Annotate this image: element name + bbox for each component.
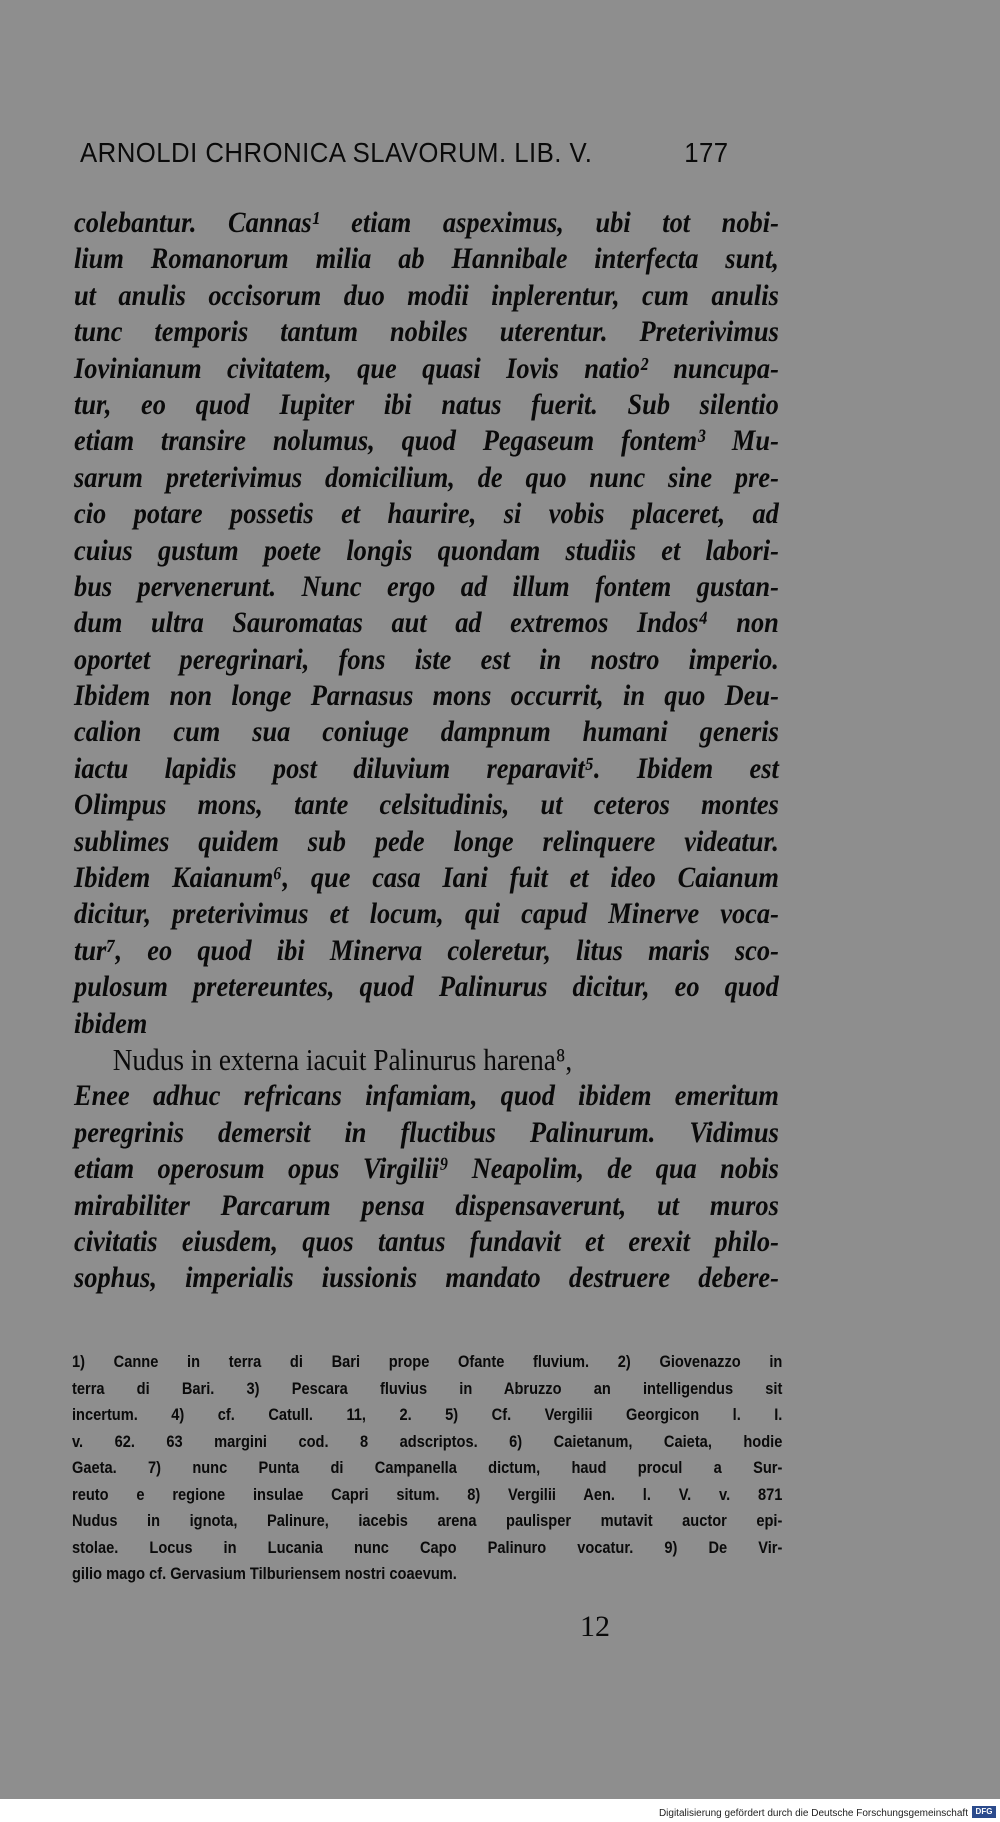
- footnote-line: Nudus in ignota, Palinure, iacebis arena paulisper mutavit auctor epi-: [72, 1511, 783, 1530]
- text-line: sarum preterivimus domicilium, de quo nunc sine pre-: [74, 460, 779, 494]
- text-line: colebantur. Cannas¹ etiam aspeximus, ubi tot nobi-: [74, 206, 779, 239]
- text-line: civitatis eiusdem, quos tantus fundavit et erexit philo-: [74, 1224, 779, 1258]
- text-line: cio potare possetis et haurire, si vobis placeret, ad: [74, 497, 779, 531]
- text-line: etiam operosum opus Virgilii⁹ Neapolim, de qua nobis: [74, 1152, 779, 1186]
- text-line: dicitur, preterivimus et locum, qui capud Minerve voca-: [74, 897, 779, 931]
- text-line: Enee adhuc refricans infamiam, quod ibidem emeritum: [74, 1079, 779, 1113]
- text-line: Ibidem non longe Parnasus mons occurrit, in quo Deu-: [74, 679, 779, 713]
- text-line: Ibidem Kaianum⁶, que casa Iani fuit et ideo Caianum: [74, 861, 779, 895]
- footnote-line: stolae. Locus in Lucania nunc Capo Palinuro vocatur. 9) De Vir-: [72, 1537, 783, 1557]
- text-line: ut anulis occisorum duo modii inplerentur, cum anulis: [74, 278, 779, 312]
- text-line: calion cum sua coniuge dampnum humani generis: [74, 715, 779, 749]
- text-line: peregrinis demersit in fluctibus Palinurum. Vidimus: [74, 1115, 779, 1149]
- text-line: tur, eo quod Iupiter ibi natus fuerit. Sub silentio: [74, 387, 779, 421]
- digitization-credit: Digitalisierung gefördert durch die Deutsche Forschungsgemeinschaft: [658, 1808, 968, 1819]
- text-line: Iovinianum civitatem, que quasi Iovis natio² nuncupa-: [74, 351, 779, 385]
- text-line: ibidem: [74, 1006, 148, 1040]
- text-line: bus pervenerunt. Nunc ergo ad illum fontem gustan-: [74, 569, 779, 603]
- text-line: etiam transire nolumus, quod Pegaseum fontem³ Mu-: [74, 424, 779, 458]
- text-line: tunc temporis tantum nobiles uterentur. Preterivimus: [74, 315, 779, 349]
- text-line: iactu lapidis post diluvium reparavit⁵. Ibidem est: [74, 751, 779, 785]
- running-title: ARNOLDI CHRONICA SLAVORUM. LIB. V.: [80, 137, 593, 168]
- page-number: 177: [684, 137, 729, 168]
- footnote-line: reuto e regione insulae Capri situm. 8) Vergilii Aen. l. V. v. 871: [72, 1484, 783, 1504]
- text-line: dum ultra Sauromatas aut ad extremos Indos⁴ non: [74, 606, 779, 640]
- footnote-line: Gaeta. 7) nunc Punta di Campanella dictum, haud procul a Sur-: [72, 1458, 783, 1477]
- footnote-line: v. 62. 63 margini cod. 8 adscriptos. 6) Caietanum, Caieta, hodie: [72, 1431, 783, 1451]
- text-line: lium Romanorum milia ab Hannibale interfecta sunt,: [74, 242, 779, 276]
- text-line: sophus, imperialis iussionis mandato destruere debere-: [74, 1261, 779, 1295]
- text-line: sublimes quidem sub pede longe relinquere videatur.: [74, 824, 779, 858]
- verse-quotation: Nudus in externa iacuit Palinurus harena⁸,: [112, 1041, 573, 1077]
- text-line: cuius gustum poete longis quondam studiis et labori-: [74, 533, 779, 567]
- footnote-line: 1) Canne in terra di Bari prope Ofante fluvium. 2) Giovenazzo in: [72, 1352, 783, 1371]
- footnotes: [72, 1349, 782, 1588]
- text-line: tur⁷, eo quod ibi Minerva coleretur, litus maris sco-: [74, 933, 779, 967]
- dfg-logo-icon: DFG: [972, 1806, 996, 1818]
- running-head: [80, 137, 729, 169]
- footnote-line: gilio mago cf. Gervasium Tilburiensem nostri coaevum.: [72, 1564, 457, 1583]
- text-line: oportet peregrinari, fons iste est in nostro imperio.: [74, 642, 779, 676]
- footnote-line: incertum. 4) cf. Catull. 11, 2. 5) Cf. Vergilii Georgicon l. I.: [72, 1405, 783, 1424]
- main-text: [74, 205, 779, 1297]
- signature-mark: 12: [580, 1610, 610, 1643]
- text-line: mirabiliter Parcarum pensa dispensaverunt, ut muros: [74, 1188, 779, 1222]
- text-line: Olimpus mons, tante celsitudinis, ut ceteros montes: [74, 788, 779, 822]
- text-line: pulosum pretereuntes, quod Palinurus dicitur, eo quod: [74, 970, 779, 1004]
- footnote-line: terra di Bari. 3) Pescara fluvius in Abruzzo an intelligendus sit: [72, 1378, 783, 1398]
